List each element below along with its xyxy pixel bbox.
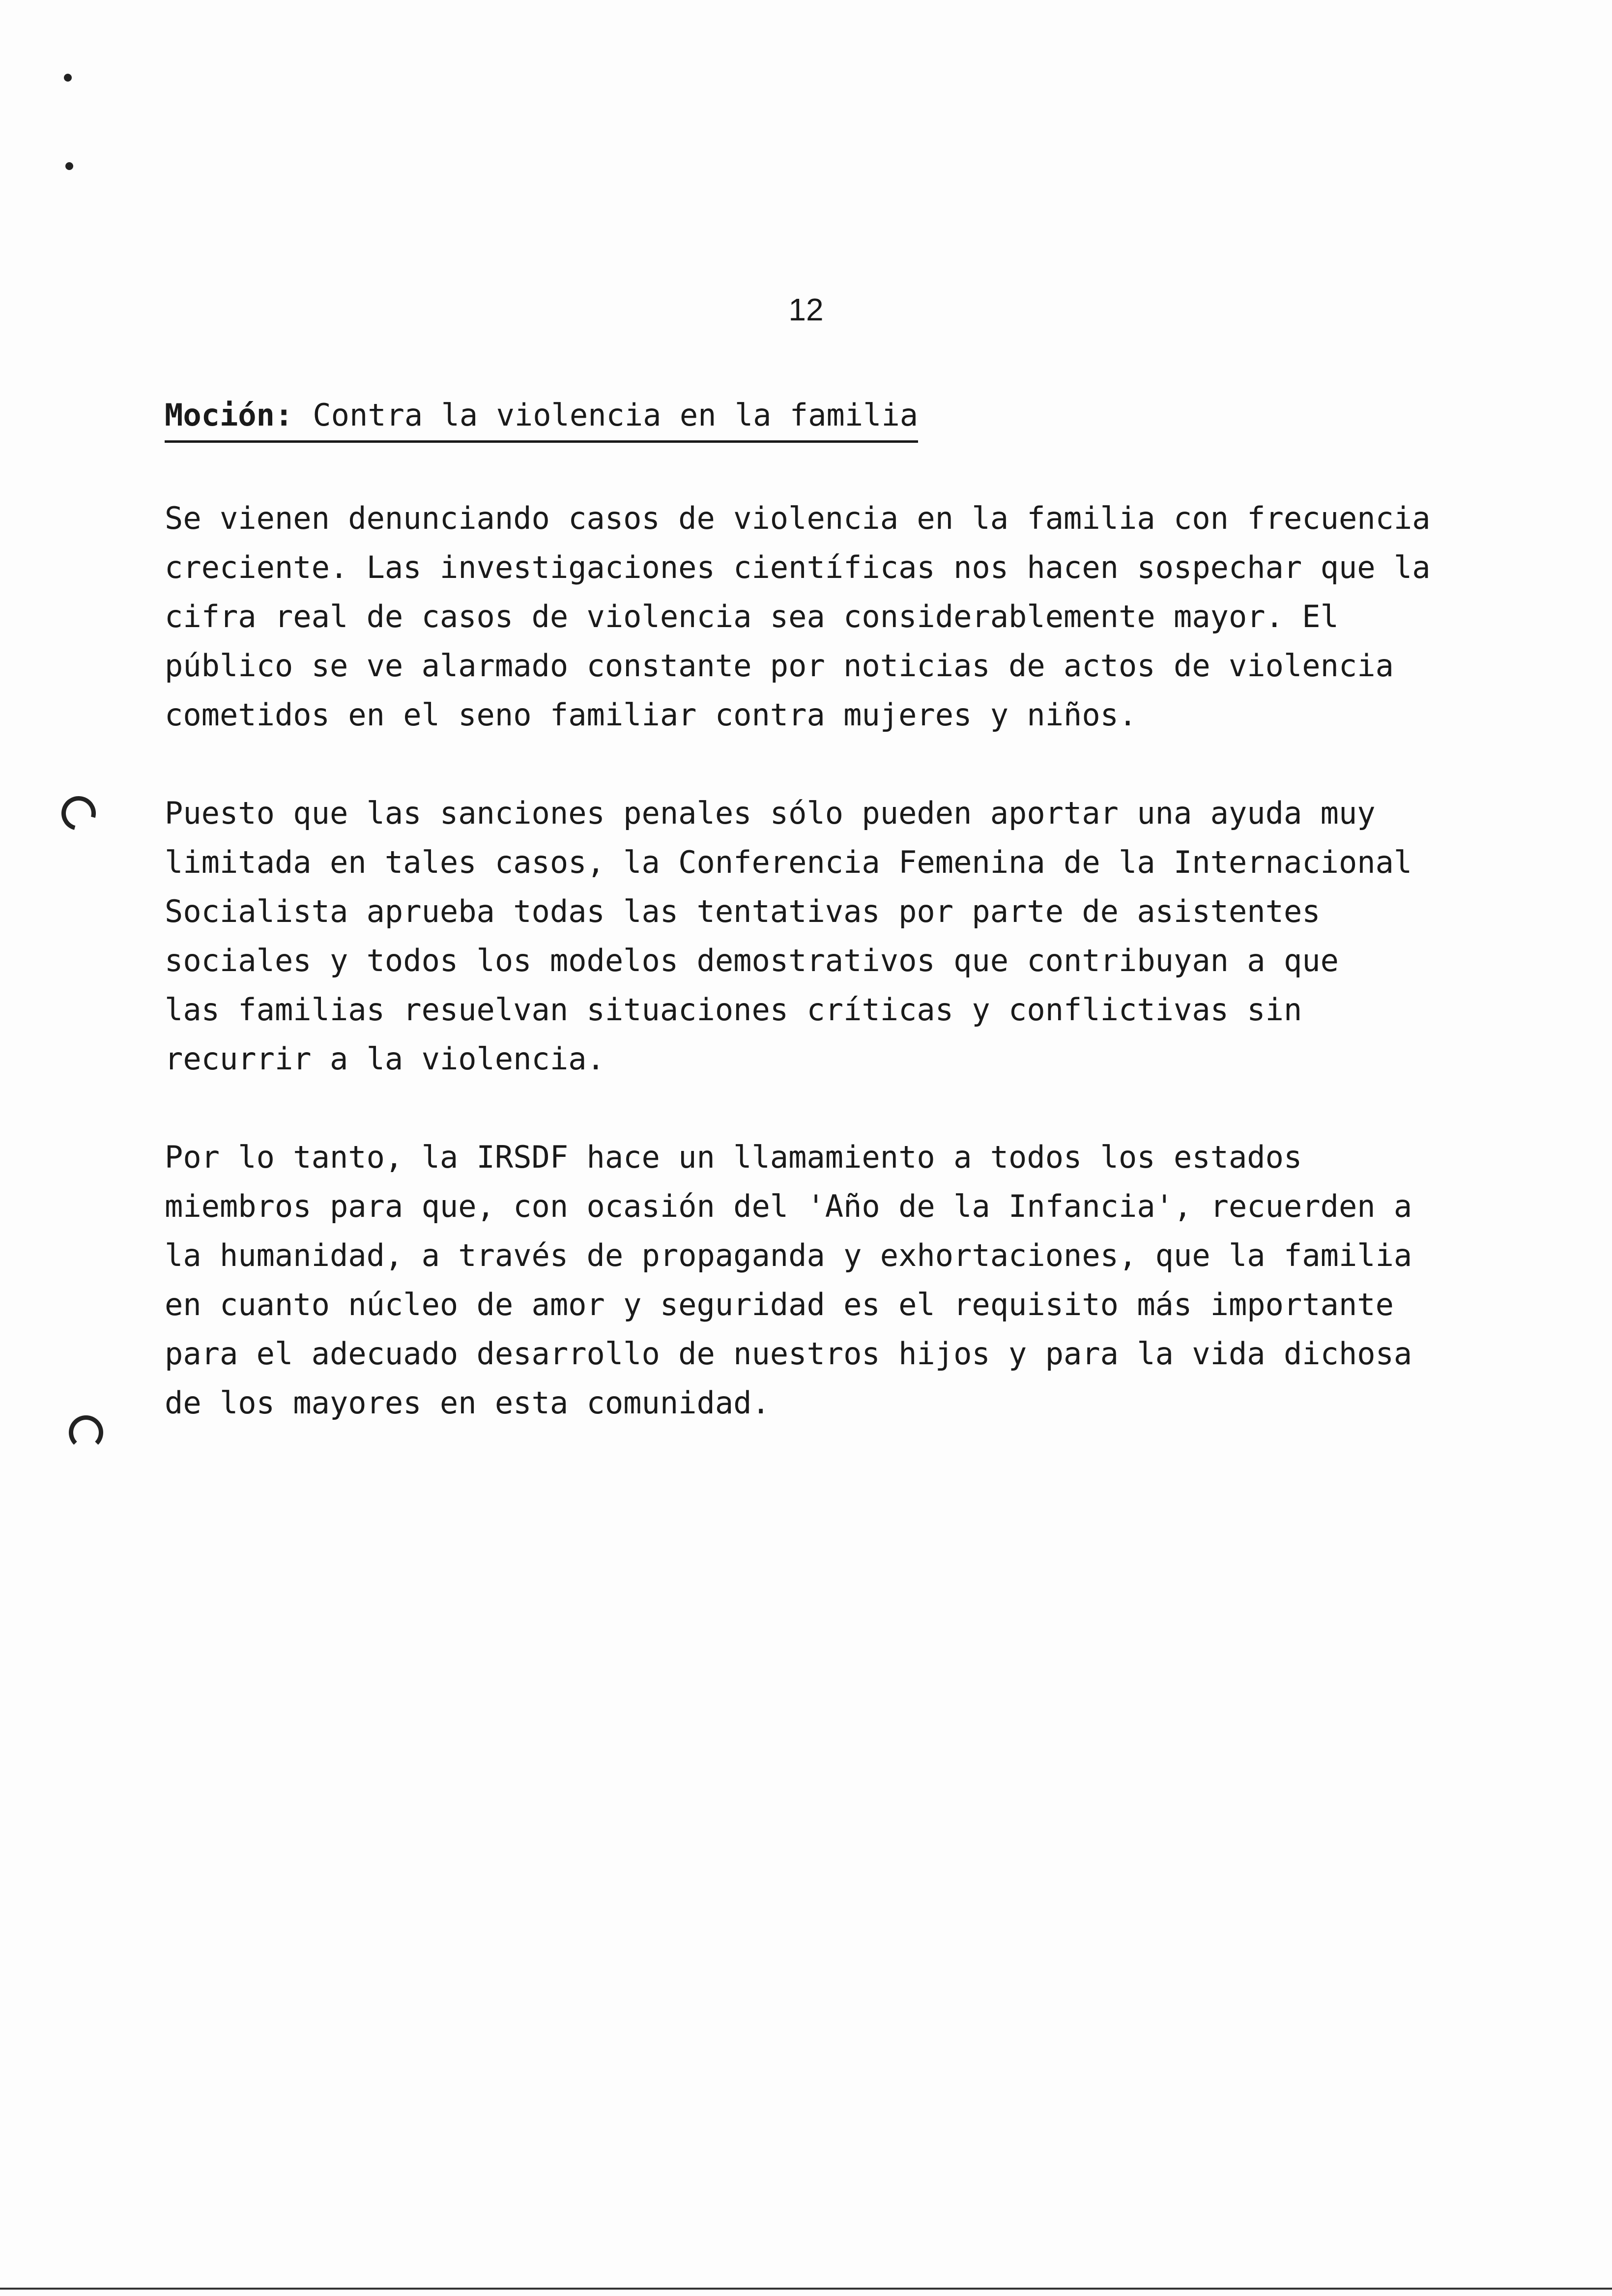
paragraph	[165, 494, 1536, 740]
text-line: Socialista aprueba todas las tentativas por parte de asistentes	[165, 893, 1321, 929]
text-line: recurrir a la violencia.	[165, 1041, 605, 1077]
scan-dot-mark	[64, 74, 72, 82]
text-line: creciente. Las investigaciones científicas nos hacen sospechar que la	[165, 549, 1431, 585]
title-text: Contra la violencia en la familia	[313, 397, 919, 433]
text-line: limitada en tales casos, la Conferencia Femenina de la Internacional	[165, 844, 1412, 880]
scan-dot-mark	[65, 162, 73, 170]
paragraph	[165, 789, 1536, 1084]
text-line: miembros para que, con ocasión del 'Año de la Infancia', recuerden a	[165, 1188, 1412, 1224]
text-line: público se ve alarmado constante por noticias de actos de violencia	[165, 648, 1394, 684]
page-number: 12	[788, 292, 824, 327]
text-line: sociales y todos los modelos demostrativos que contribuyan a que	[165, 943, 1339, 978]
text-line: de los mayores en esta comunidad.	[165, 1385, 770, 1421]
punch-hole-icon	[55, 790, 102, 837]
text-line: en cuanto núcleo de amor y seguridad es el requisito más importante	[165, 1287, 1394, 1322]
punch-hole-icon	[69, 1415, 103, 1450]
paragraph	[165, 1133, 1536, 1428]
title-label: Moción:	[165, 397, 293, 433]
text-line: Puesto que las sanciones penales sólo pueden aportar una ayuda muy	[165, 795, 1376, 831]
text-line: las familias resuelvan situaciones críticas y conflictivas sin	[165, 992, 1302, 1028]
text-line: Se vienen denunciando casos de violencia en la familia con frecuencia	[165, 500, 1431, 536]
text-line: cometidos en el seno familiar contra mujeres y niños.	[165, 697, 1137, 733]
text-line: la humanidad, a través de propaganda y exhortaciones, que la familia	[165, 1237, 1412, 1273]
bottom-edge-line	[0, 2288, 1612, 2290]
document-title	[165, 393, 918, 443]
text-line: cifra real de casos de violencia sea considerablemente mayor. El	[165, 599, 1339, 634]
text-line: Por lo tanto, la IRSDF hace un llamamiento a todos los estados	[165, 1139, 1302, 1175]
text-line: para el adecuado desarrollo de nuestros hijos y para la vida dichosa	[165, 1336, 1412, 1372]
